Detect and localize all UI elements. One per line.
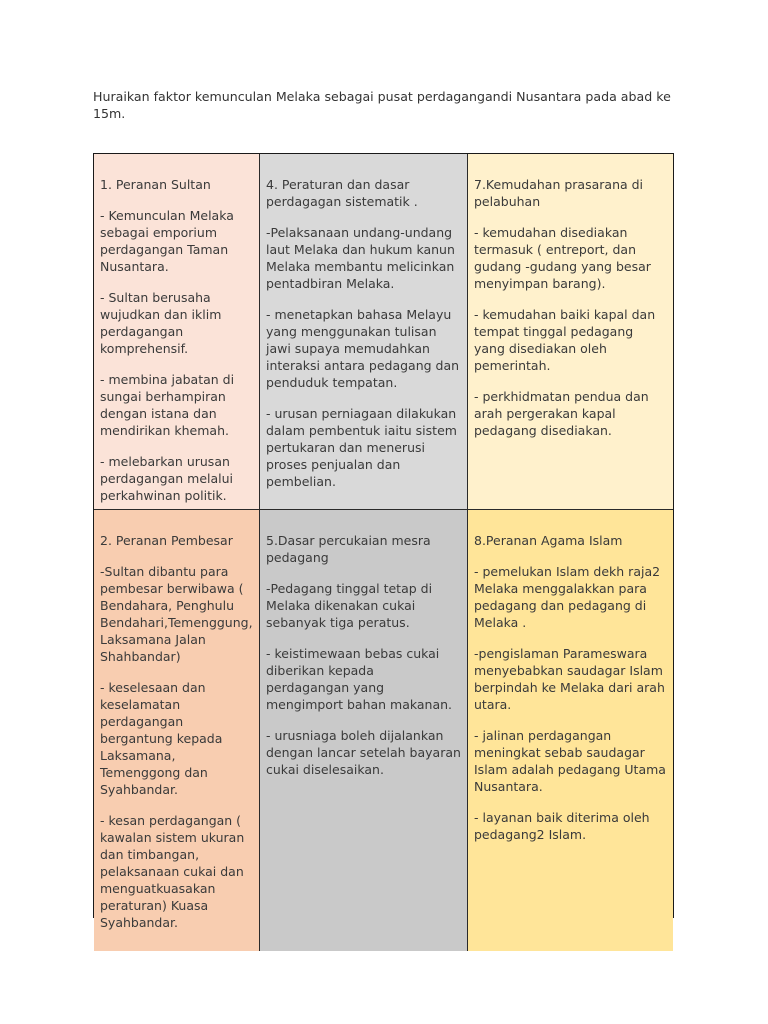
cell-point: - pemelukan Islam dekh raja2 Melaka menggalakkan para pedagang dan pedagang di Melaka . — [474, 564, 661, 630]
cell-point: - melebarkan urusan perdagangan melalui perkahwinan politik. — [100, 454, 234, 503]
cell-point: - menetapkan bahasa Melayu yang menggunakan tulisan jawi supaya memudahkan interaksi antara pedagang dan penduduk tempatan. — [266, 307, 460, 390]
cell-point: - kemudahan disediakan termasuk ( entreport, dan gudang -gudang yang besar menyimpan barang). — [474, 225, 651, 291]
cell-title: 7.Kemudahan prasarana di pelabuhan — [474, 177, 644, 209]
cell-title: 4. Peraturan dan dasar perdagagan sistematik . — [266, 177, 418, 209]
cell-title: 5.Dasar percukaian mesra pedagang — [266, 533, 431, 565]
cell-point: - Kemunculan Melaka sebagai emporium perdagangan Taman Nusantara. — [100, 208, 234, 274]
cell-point: -Sultan dibantu para pembesar berwibawa ( Bendahara, Penghulu Bendahari,Temenggung, Laksamana Jalan Shahbandar) — [100, 564, 253, 664]
cell-point: - layanan baik diterima oleh pedagang2 Islam. — [474, 810, 650, 842]
cell-peranan-pembesar — [94, 510, 260, 951]
cell-point: - keistimewaan bebas cukai diberikan kepada perdagangan yang mengimport bahan makanan. — [266, 646, 453, 712]
cell-point: - jalinan perdagangan meningkat sebab saudagar Islam adalah pedagang Utama Nusantara. — [474, 728, 666, 794]
question-text: Huraikan faktor kemunculan Melaka sebagai pusat perdagangandi Nusantara pada abad ke 15m. — [93, 89, 671, 121]
cell-point: -Pelaksanaan undang-undang laut Melaka dan hukum kanun Melaka membantu melicinkan pentadbiran Melaka. — [266, 225, 455, 291]
cell-point: -pengislaman Parameswara menyebabkan saudagar Islam berpindah ke Melaka dari arah utara. — [474, 646, 665, 712]
cell-point: - urusan perniagaan dilakukan dalam pembentuk iaitu sistem pertukaran dan menerusi proses penjualan dan pembelian. — [266, 406, 457, 489]
cell-kemudahan-prasarana — [468, 154, 673, 510]
cell-point: - membina jabatan di sungai berhampiran dengan istana dan mendirikan khemah. — [100, 372, 235, 438]
cell-peranan-sultan — [94, 154, 260, 510]
factors-table — [93, 153, 674, 930]
cell-point: - Sultan berusaha wujudkan dan iklim perdagangan komprehensif. — [100, 290, 222, 356]
cell-title: 1. Peranan Sultan — [100, 177, 211, 192]
cell-peraturan-dasar — [260, 154, 468, 510]
cell-point: - keselesaan dan keselamatan perdagangan bergantung kepada Laksamana, Temenggong dan Syahbandar. — [100, 680, 223, 797]
cell-point: - kesan perdagangan ( kawalan sistem ukuran dan timbangan, pelaksanaan cukai dan menguatkuasakan peraturan) Kuasa Syahbandar. — [100, 813, 245, 930]
cell-point: - kemudahan baiki kapal dan tempat tinggal pedagang yang disediakan oleh pemerintah. — [474, 307, 656, 373]
cell-title: 8.Peranan Agama Islam — [474, 533, 623, 548]
cell-peranan-agama-islam — [468, 510, 673, 951]
cell-point: - urusniaga boleh dijalankan dengan lancar setelah bayaran cukai diselesaikan. — [266, 728, 461, 777]
cell-point: - perkhidmatan pendua dan arah pergerakan kapal pedagang disediakan. — [474, 389, 649, 438]
cell-title: 2. Peranan Pembesar — [100, 533, 233, 548]
cell-point: -Pedagang tinggal tetap di Melaka dikenakan cukai sebanyak tiga peratus. — [266, 581, 433, 630]
cell-dasar-percukaian — [260, 510, 468, 951]
